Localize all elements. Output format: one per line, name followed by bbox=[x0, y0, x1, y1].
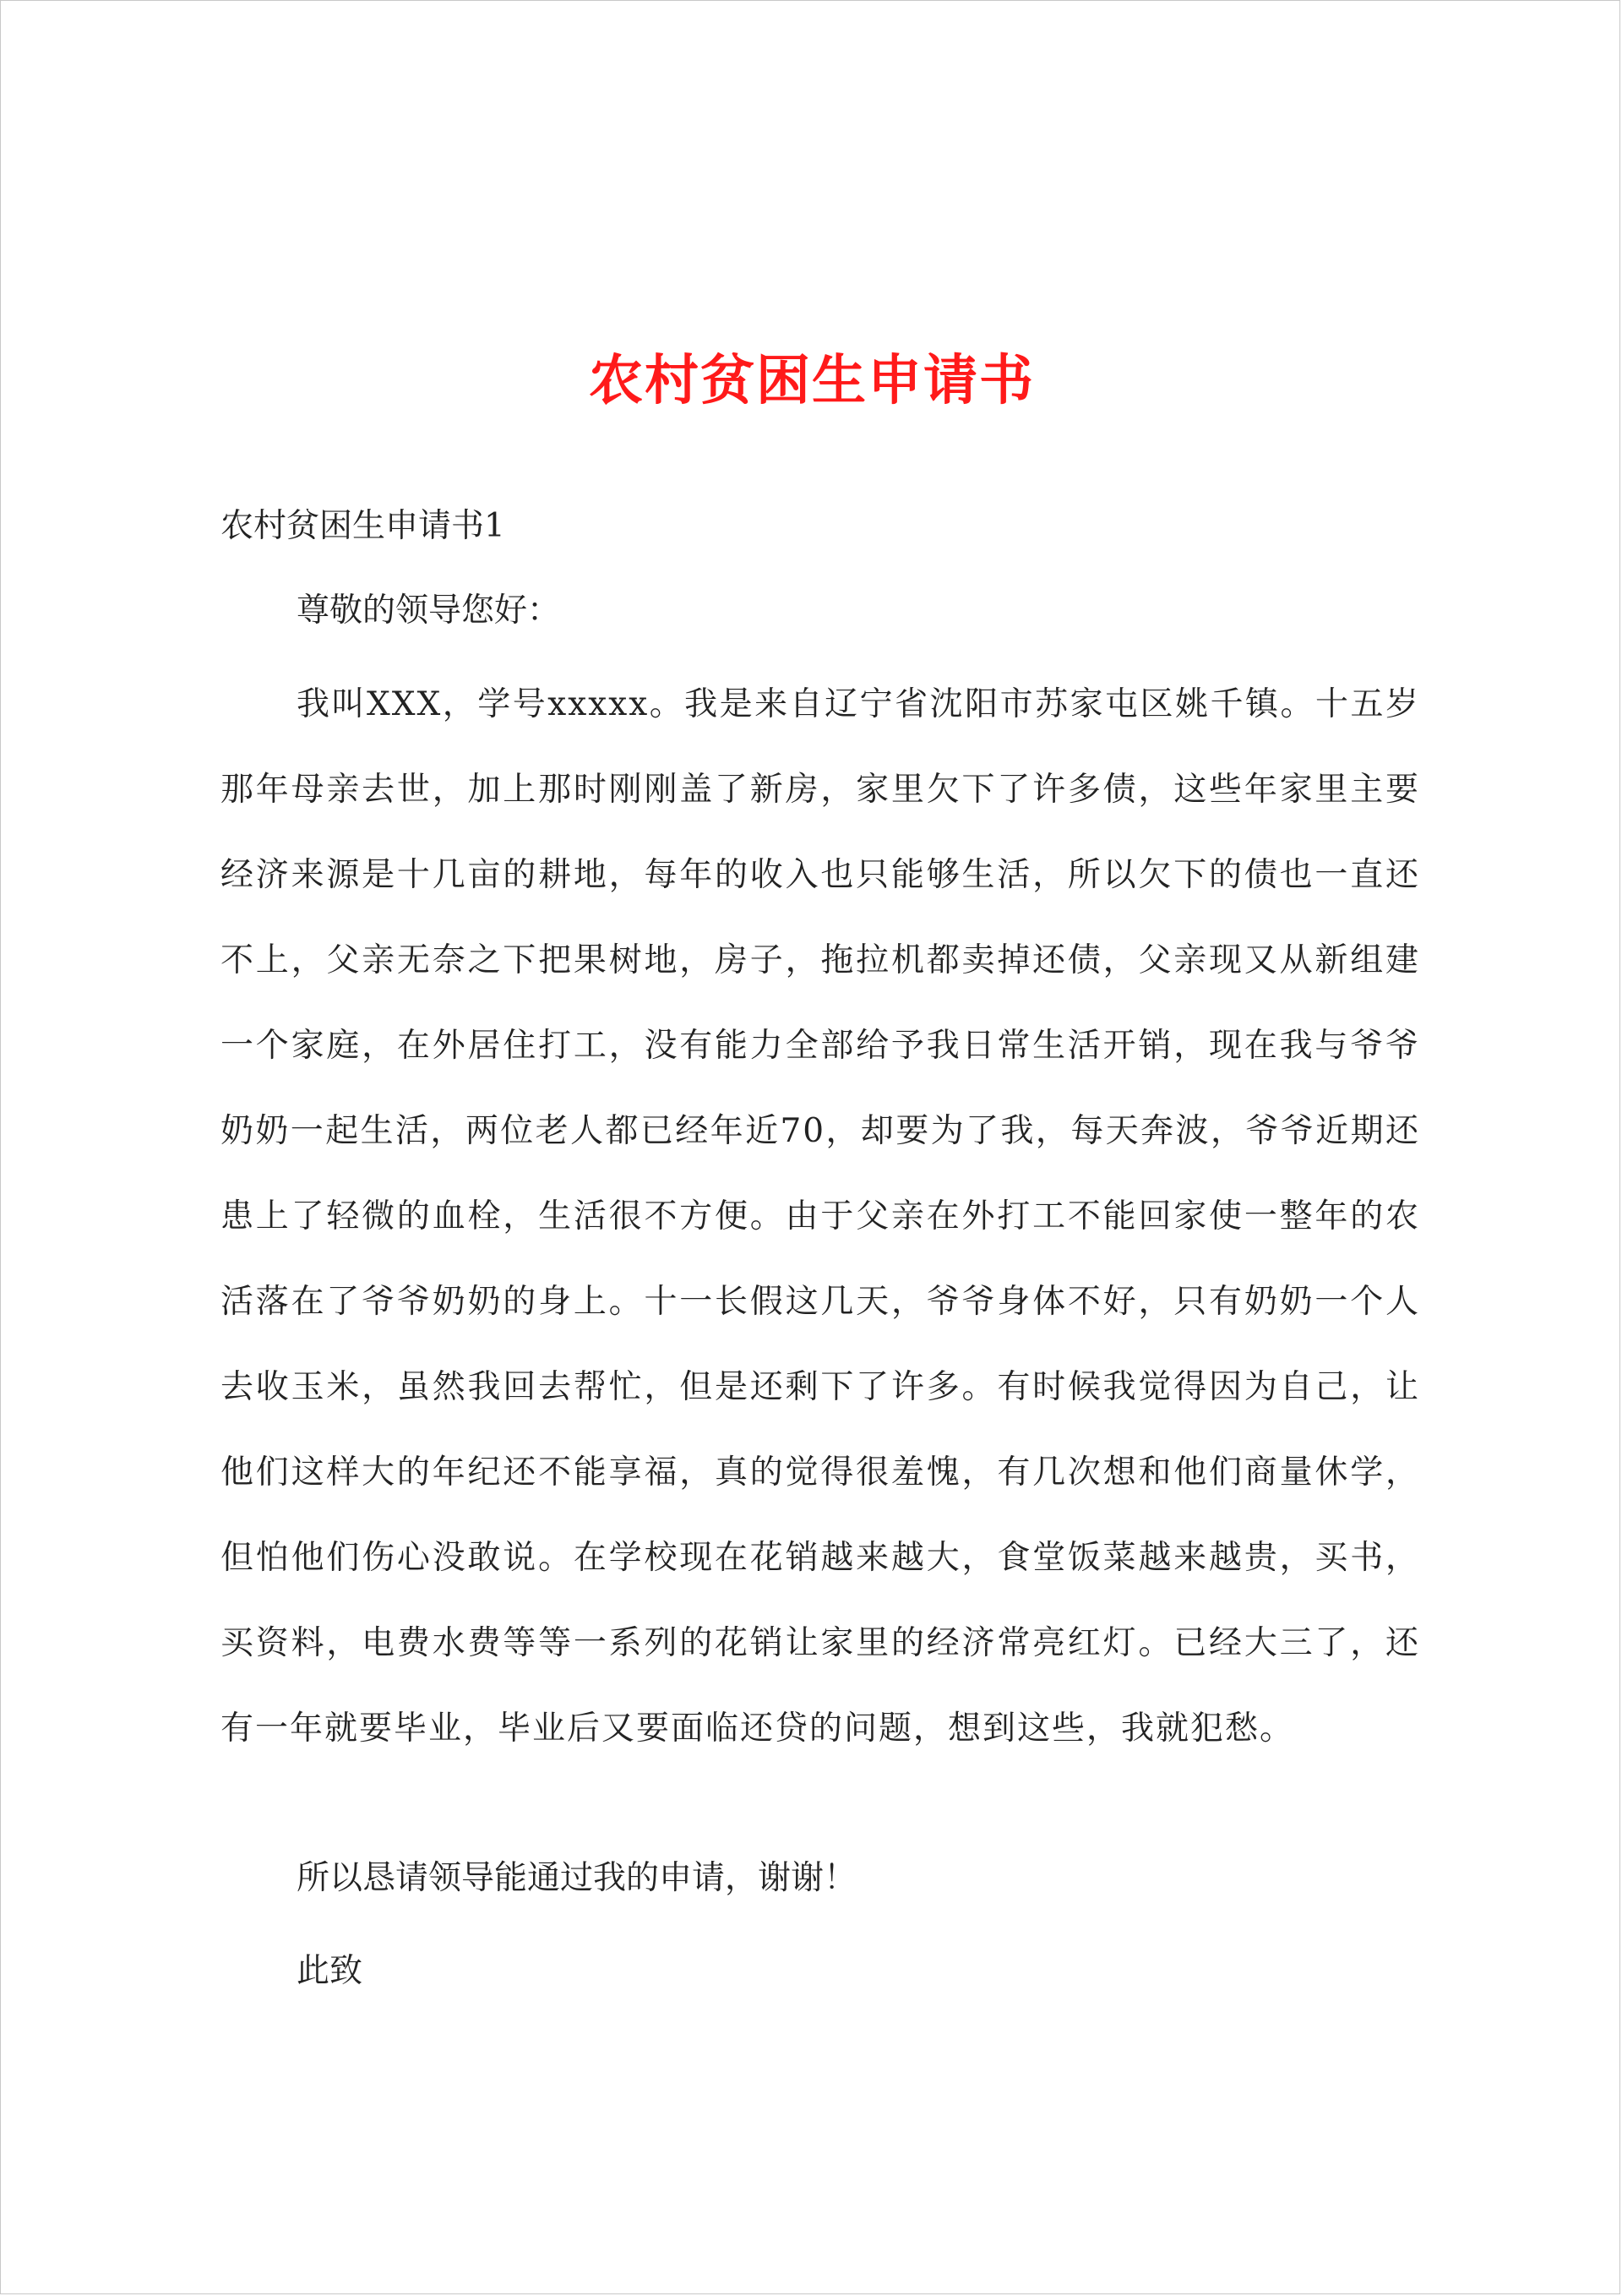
document-title: 农村贫困生申请书 bbox=[589, 349, 1035, 412]
body-paragraph: 我叫XXX，学号xxxxx。我是来自辽宁省沈阳市苏家屯区姚千镇。十五岁那年母亲去世，加上那时刚刚盖了新房，家里欠下了许多债，这些年家里主要经济来源是十几亩的耕地，每年的收入也只能够生活，所以欠下的债也一直还不上，父亲无奈之下把果树地，房子，拖拉机都卖掉还债，父亲现又从新组建一个家庭，在外居住打工，没有能力全部给予我日常生活开销，现在我与爷爷奶奶一起生活，两位老人都已经年近70，却要为了我，每天奔波，爷爷近期还患上了轻微的血栓，生活很不方便。由于父亲在外打工不能回家使一整年的农活落在了爷爷奶奶的身上。十一长假这几天，爷爷身体不好，只有奶奶一个人去收玉米，虽然我回去帮忙，但是还剩下了许多。有时候我觉得因为自己，让他们这样大的年纪还不能享福，真的觉得很羞愧，有几次想和他们商量休学，但怕他们伤心没敢说。在学校现在花销越来越大，食堂饭菜越来越贵，买书，买资料，电费水费等等一系列的花销让家里的经济常亮红灯。已经大三了，还有一年就要毕业，毕业后又要面临还贷的问题，想到这些，我就犯愁。 bbox=[220, 685, 1420, 1748]
section-heading: 农村贫困生申请书1 bbox=[220, 507, 505, 545]
closing-line: 所以恳请领导能通过我的申请，谢谢！ bbox=[297, 1859, 857, 1897]
salutation: 尊敬的领导您好： bbox=[297, 592, 561, 630]
regards-line: 此致 bbox=[297, 1952, 363, 1990]
